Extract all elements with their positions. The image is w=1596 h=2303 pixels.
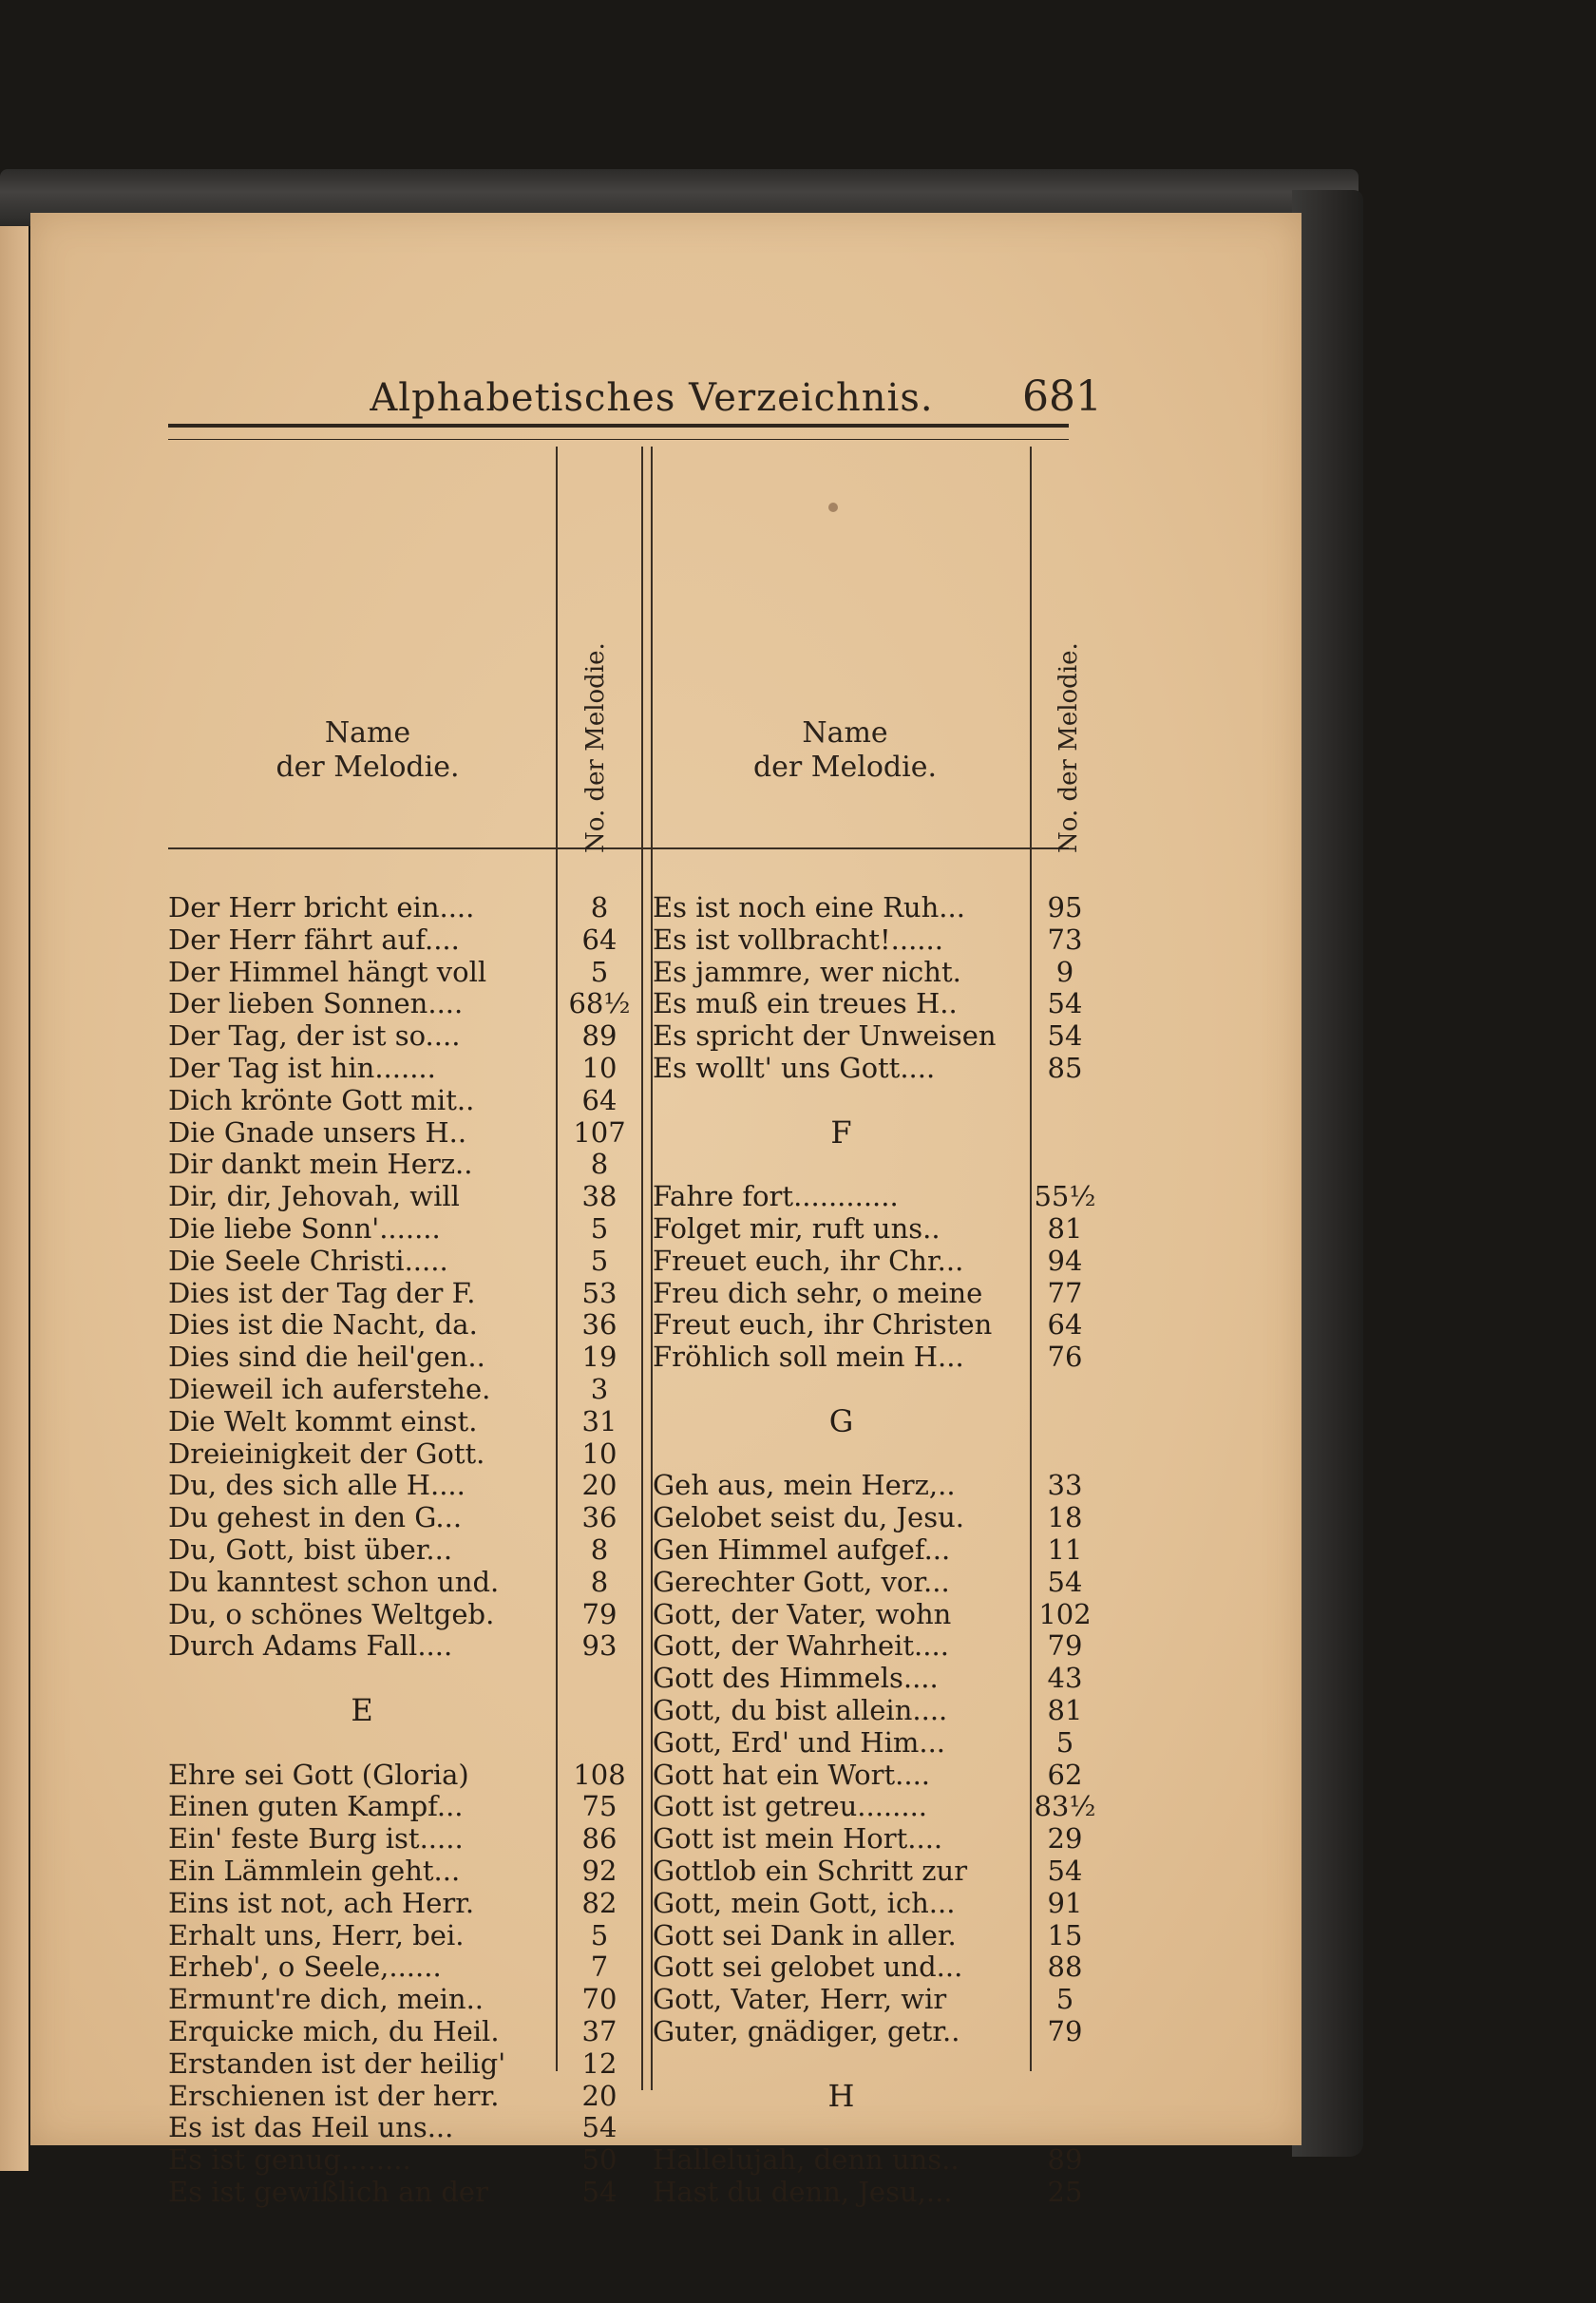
melody-number: 77 (1047, 1276, 1083, 1309)
section-letter-f: F (830, 1113, 852, 1151)
book-page (30, 213, 1302, 2208)
melody-name: Der lieben Sonnen.... (168, 987, 464, 1020)
melody-number: 64 (581, 923, 618, 956)
melody-name: Dies ist der Tag der F. (168, 1276, 476, 1309)
melody-number: 53 (581, 1276, 618, 1309)
melody-number: 43 (1047, 1662, 1083, 1695)
melody-number: 64 (581, 1083, 618, 1116)
melody-name: Gott hat ein Wort.... (653, 1758, 931, 1791)
melody-number: 50 (581, 2143, 618, 2177)
melody-number: 94 (1047, 1244, 1083, 1277)
melody-name: Fröhlich soll mein H... (653, 1341, 964, 1374)
melody-number: 11 (1047, 1533, 1083, 1566)
melody-number: 10 (581, 1052, 618, 1084)
melody-name: Dreieinigkeit der Gott. (168, 1437, 485, 1470)
previous-page-edge (0, 204, 28, 2171)
melody-name: Freu dich sehr, o meine (653, 1276, 983, 1309)
melody-number: 36 (581, 1501, 618, 1534)
melody-name: Erhalt uns, Herr, bei. (168, 1918, 465, 1951)
melody-number: 37 (581, 2015, 618, 2047)
melody-name: Erquicke mich, du Heil. (168, 2015, 500, 2047)
melody-number: 54 (581, 2111, 618, 2144)
section-letter-g: G (828, 1402, 854, 1439)
melody-name: Es ist das Heil uns... (168, 2111, 454, 2144)
melody-name: Erstanden ist der heilig' (168, 2046, 506, 2080)
melody-number: 5 (590, 1244, 609, 1277)
left-number-header: No. der Melodie. (581, 642, 610, 853)
melody-name: Dich krönte Gott mit.. (168, 1083, 475, 1116)
melody-name: Gen Himmel aufgef... (653, 1533, 951, 1566)
melody-name: Der Tag, der ist so.... (168, 1019, 461, 1053)
left-name-header (187, 716, 548, 785)
melody-name: Gott ist mein Hort.... (653, 1822, 943, 1856)
melody-name: Es ist genug........ (168, 2143, 411, 2177)
melody-name: Gelobet seist du, Jesu. (653, 1501, 964, 1534)
melody-number: 54 (1047, 1855, 1083, 1887)
melody-number: 95 (1047, 891, 1083, 923)
melody-name: Guter, gnädiger, getr.. (653, 2015, 960, 2047)
melody-name: Ermunt're dich, mein.. (168, 1983, 484, 2016)
melody-number: 91 (1047, 1886, 1083, 1919)
melody-name: Du gehest in den G... (168, 1501, 463, 1534)
melody-number: 62 (1047, 1758, 1083, 1791)
melody-name: Freuet euch, ihr Chr... (653, 1244, 964, 1277)
melody-number: 82 (581, 1886, 618, 1919)
melody-number: 5 (590, 1212, 609, 1245)
melody-name: Der Himmel hängt voll (168, 955, 487, 988)
melody-number: 33 (1047, 1469, 1083, 1502)
column-rule (641, 447, 643, 2090)
melody-number: 8 (590, 891, 609, 923)
melody-number: 15 (1047, 1918, 1083, 1951)
melody-name: Ehre sei Gott (Gloria) (168, 1758, 469, 1791)
header-rule (168, 847, 1069, 849)
melody-name: Erschienen ist der herr. (168, 2079, 500, 2112)
melody-number: 108 (573, 1758, 626, 1791)
melody-number: 86 (581, 1822, 618, 1856)
melody-number: 5 (590, 1918, 609, 1951)
melody-number: 54 (581, 2176, 618, 2208)
melody-number: 88 (1047, 1951, 1083, 1984)
melody-name: Es muß ein treues H.. (653, 987, 958, 1020)
melody-number: 5 (1055, 1725, 1074, 1759)
melody-name: Gott ist getreu........ (653, 1790, 928, 1823)
melody-number: 55½ (1034, 1180, 1096, 1213)
melody-name: Freut euch, ihr Christen (653, 1308, 993, 1342)
melody-number: 70 (581, 1983, 618, 2016)
melody-name: Durch Adams Fall.... (168, 1629, 453, 1663)
melody-number: 75 (581, 1790, 618, 1823)
melody-name: Einen guten Kampf... (168, 1790, 464, 1823)
melody-number: 54 (1047, 1565, 1083, 1598)
melody-name: Gott sei Dank in aller. (653, 1918, 957, 1951)
melody-name: Du, des sich alle H.... (168, 1469, 466, 1502)
melody-number: 20 (581, 1469, 618, 1502)
melody-name: Gottlob ein Schritt zur (653, 1855, 968, 1887)
melody-number: 38 (581, 1180, 618, 1213)
melody-number: 64 (1047, 1308, 1083, 1342)
melody-number: 81 (1047, 1694, 1083, 1726)
melody-number: 5 (1055, 1983, 1074, 2016)
melody-number: 8 (590, 1565, 609, 1598)
melody-number: 79 (1047, 2015, 1083, 2047)
melody-name: Gott, der Wahrheit.... (653, 1629, 949, 1663)
melody-name: Dir, dir, Jehovah, will (168, 1180, 460, 1213)
melody-number: 19 (581, 1341, 618, 1374)
melody-number: 89 (581, 1019, 618, 1053)
melody-name: Die Gnade unsers H.. (168, 1115, 467, 1149)
melody-index-table (168, 441, 1096, 2208)
melody-name: Eins ist not, ach Herr. (168, 1886, 475, 1919)
melody-name: Die Welt kommt einst. (168, 1404, 478, 1437)
melody-number: 7 (590, 1951, 609, 1984)
left-name-header-text: Name der Melodie. (276, 716, 460, 784)
melody-name: Die liebe Sonn'....... (168, 1212, 441, 1245)
melody-name: Es ist vollbracht!...... (653, 923, 943, 956)
melody-name: Dir dankt mein Herz.. (168, 1148, 473, 1181)
right-name-header (662, 716, 1028, 785)
melody-name: Gott, mein Gott, ich... (653, 1886, 956, 1919)
melody-name: Gerechter Gott, vor... (653, 1565, 950, 1598)
melody-name: Der Herr fährt auf.... (168, 923, 460, 956)
page-title: Alphabetisches Verzeichnis. (370, 376, 934, 420)
melody-number: 5 (590, 955, 609, 988)
melody-name: Geh aus, mein Herz,.. (653, 1469, 956, 1502)
melody-name: Gott, der Vater, wohn (653, 1597, 952, 1630)
melody-number: 29 (1047, 1822, 1083, 1856)
melody-name: Es spricht der Unweisen (653, 1019, 997, 1053)
right-number-header: No. der Melodie. (1054, 642, 1083, 853)
melody-number: 3 (590, 1373, 609, 1405)
melody-number: 10 (581, 1437, 618, 1470)
melody-number: 81 (1047, 1212, 1083, 1245)
melody-name: Hallelujah, denn uns.. (653, 2143, 960, 2177)
melody-number: 92 (581, 1855, 618, 1887)
melody-number: 12 (581, 2046, 618, 2080)
melody-number: 79 (581, 1597, 618, 1630)
melody-number: 54 (1047, 987, 1083, 1020)
melody-name: Die Seele Christi..... (168, 1244, 448, 1277)
melody-number: 54 (1047, 1019, 1083, 1053)
melody-name: Gott des Himmels.... (653, 1662, 939, 1695)
melody-number: 93 (581, 1629, 618, 1663)
melody-number: 83½ (1034, 1790, 1096, 1823)
melody-number: 9 (1055, 955, 1074, 988)
melody-name: Der Tag ist hin....... (168, 1052, 436, 1084)
melody-number: 36 (581, 1308, 618, 1342)
melody-name: Hast du denn, Jesu,... (653, 2176, 953, 2208)
melody-name: Es ist noch eine Ruh... (653, 891, 965, 923)
section-letter-e: E (351, 1692, 373, 1728)
melody-name: Dieweil ich auferstehe. (168, 1373, 491, 1405)
running-head (201, 365, 1102, 431)
melody-number: 107 (573, 1115, 626, 1149)
melody-number: 73 (1047, 923, 1083, 956)
melody-name: Fahre fort............ (653, 1180, 899, 1213)
melody-name: Erheb', o Seele,...... (168, 1951, 442, 1984)
melody-name: Der Herr bricht ein.... (168, 891, 475, 923)
melody-number: 8 (590, 1148, 609, 1181)
melody-number: 20 (581, 2079, 618, 2112)
melody-name: Ein Lämmlein geht... (168, 1855, 461, 1887)
melody-name: Du, o schönes Weltgeb. (168, 1597, 495, 1630)
melody-number: 76 (1047, 1341, 1083, 1374)
melody-name: Ein' feste Burg ist..... (168, 1822, 464, 1856)
melody-number: 25 (1047, 2176, 1083, 2208)
page-number: 681 (1022, 372, 1102, 421)
right-name-header-text: Name der Melodie. (752, 716, 938, 784)
melody-name: Gott, Vater, Herr, wir (653, 1983, 947, 2016)
melody-number: 18 (1047, 1501, 1083, 1534)
melody-number: 89 (1047, 2143, 1083, 2177)
melody-number: 102 (1038, 1597, 1092, 1630)
melody-name: Dies ist die Nacht, da. (168, 1308, 478, 1342)
melody-name: Gott, du bist allein.... (653, 1694, 948, 1726)
melody-number: 31 (581, 1404, 618, 1437)
melody-name: Gott sei gelobet und... (653, 1951, 963, 1984)
header-double-rule (168, 424, 1069, 440)
melody-number: 79 (1047, 1629, 1083, 1663)
melody-name: Es ist gewißlich an der (168, 2176, 488, 2208)
book-cover-right (1292, 190, 1363, 2157)
melody-name: Dies sind die heil'gen.. (168, 1341, 485, 1374)
melody-name: Es wollt' uns Gott.... (653, 1052, 936, 1084)
section-letter-h: H (827, 2077, 855, 2114)
melody-number: 85 (1047, 1052, 1083, 1084)
melody-name: Gott, Erd' und Him... (653, 1725, 946, 1759)
melody-name: Es jammre, wer nicht. (653, 955, 961, 988)
melody-number: 68½ (568, 987, 631, 1020)
melody-name: Folget mir, ruft uns.. (653, 1212, 940, 1245)
melody-name: Du kanntest schon und. (168, 1565, 500, 1598)
melody-name: Du, Gott, bist über... (168, 1533, 453, 1566)
melody-number: 8 (590, 1533, 609, 1566)
